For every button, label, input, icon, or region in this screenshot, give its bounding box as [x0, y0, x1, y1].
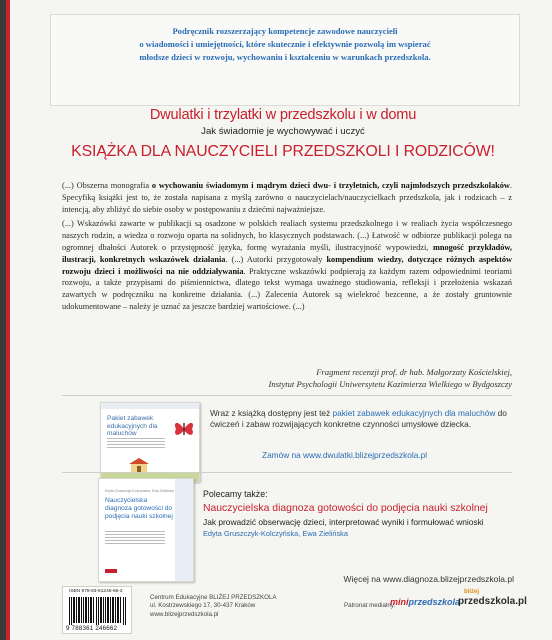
divider — [62, 395, 512, 396]
recommended-subtitle: Jak prowadzić obserwację dzieci, interpretować wyniki i formułować wnioski — [203, 517, 484, 527]
toy-pack-image-title: Pakiet zabawek edukacyjnych dla maluchów — [107, 415, 158, 438]
blizej-przedszkola-logo: bliżej przedszkola.pl — [458, 589, 527, 607]
reviewer-name: Fragment recenzji prof. dr hab. Małgorzaty Kościelskiej, — [316, 367, 512, 377]
intro-line: młodsze dzieci w rozwoju, wychowaniu i kształceniu w warunkach przedszkola. — [139, 52, 431, 62]
book-title: Dwulatki i trzylatki w przedszkolu i w domu — [149, 107, 417, 123]
intro-box — [50, 14, 520, 106]
recommended-more-link[interactable]: Więcej na www.diagnoza.blizejprzedszkola.pl — [343, 574, 514, 584]
toy-pack-image — [100, 402, 200, 482]
recommended-book-image-authors: Edyta Gruszczyk-Kolczyńska, Ewa Zielińska — [105, 489, 174, 493]
publisher-name: Centrum Edukacyjne BLIŻEJ PRZEDSZKOLA — [150, 594, 277, 601]
review-paragraph: (...) Wskazówki zawarte w publikacji są osadzone w polskich realiach systemu przedszkolnego i w realiach życia współczesnego naszych rodzin, a wiedza o rozwoju oparta na solidnych, bo klasycznych podstawach. (...) Łatwość w odbiorze publikacji polega na ogromnej dbałości Autorek o przystępność języka, formę wyrażania myśli, ilustracyjność wypowiedzi, mnogość przykładów, ilustracji, konkretnych wskazówek działania. (...) Autorki przygotowały kompendium wiedzy, dotyczące różnych aspektów rozwoju dzieci i możliwości na nie oddziaływania. Praktyczne wskazówki podpierają za każdym razem odpowiednimi teoriami rozwoju, a także przypisami do piśmiennictwa, dlatego tekst wymaga uważnego studiowania, refleksji i przełożenia wskazań zawartych w podręczniku na konkretne działania. (...) Zalecenia Autorek są wielekroć bezcenne, a że zostały gruntownie udokumentowane – należy je uznać za jeszcze bardziej wartościowe. (...) — [62, 219, 513, 311]
publisher-address: ul. Kostrzewskiego 17, 30-437 Kraków — [150, 602, 256, 610]
reviewer-institution: Instytut Psychologii Uniwersytetu Kazimierza Wielkiego w Bydgoszczy — [268, 379, 512, 389]
barcode — [62, 586, 132, 634]
review-excerpt — [62, 180, 512, 316]
book-subtitle: Jak świadomie je wychowywać i uczyć — [201, 126, 365, 137]
review-paragraph: (...) Obszerna monografia o wychowaniu świadomym i mądrym dzieci dwu- i trzyletnich, czyli najmłodszych przedszkolaków. Specyfiką książki jest to, że została napisana z myślą zarówno o nauczycielach/nauczycielkach przedszkola, jak i rodzicach – z intencją, aby zbliżyć do siebie osoby w postępowaniu z dziećmi najważniejsze. — [62, 181, 512, 214]
review-signature — [62, 366, 512, 390]
toy-pack-description: Wraz z książką dostępny jest też pakiet zabawek edukacyjnych dla maluchów do ćwiczeń i zabaw rozwijających konkretne czynności umysłowe dziecka. — [210, 408, 507, 429]
house-icon — [129, 458, 149, 472]
media-patron-label: Patronat medialny: — [344, 602, 396, 609]
publisher-logo-mark — [105, 569, 117, 573]
book-tagline: KSIĄŻKA DLA NAUCZYCIELI PRZEDSZKOLI I RODZICÓW! — [71, 143, 495, 160]
intro-line: Podręcznik rozszerzający kompetencje zawodowe nauczycieli — [172, 26, 398, 36]
mini-przedszkola-logo: miniprzedszkola — [390, 597, 461, 607]
barcode-digits: 9 788361 246662 — [66, 625, 118, 632]
back-cover — [6, 0, 552, 640]
recommended-label: Polecamy także: — [203, 489, 268, 499]
toy-pack-order-link[interactable]: Zamów na www.dwulatki.blizejprzedszkola.pl — [262, 450, 428, 460]
recommended-authors: Edyta Gruszczyk-Kolczyńska, Ewa Zielińska — [203, 529, 348, 538]
publisher-info — [150, 594, 330, 619]
isbn: ISBN 978-83-61246-66-2 — [69, 589, 123, 594]
intro-line: o wiadomości i umiejętności, które skutecznie i efektywnie pozwolą im wspierać — [139, 39, 431, 49]
barcode-bars — [69, 597, 127, 625]
publisher-website[interactable]: www.blizejprzedszkola.pl — [150, 610, 219, 618]
divider — [62, 472, 512, 473]
butterfly-icon — [173, 419, 195, 439]
recommended-book-image-title: Nauczycielska diagnoza gotowości do podjęcia nauki szkolnej — [105, 497, 173, 520]
recommended-book-image — [86, 478, 198, 582]
recommended-title: Nauczycielska diagnoza gotowości do podjęcia nauki szkolnej — [203, 503, 488, 514]
